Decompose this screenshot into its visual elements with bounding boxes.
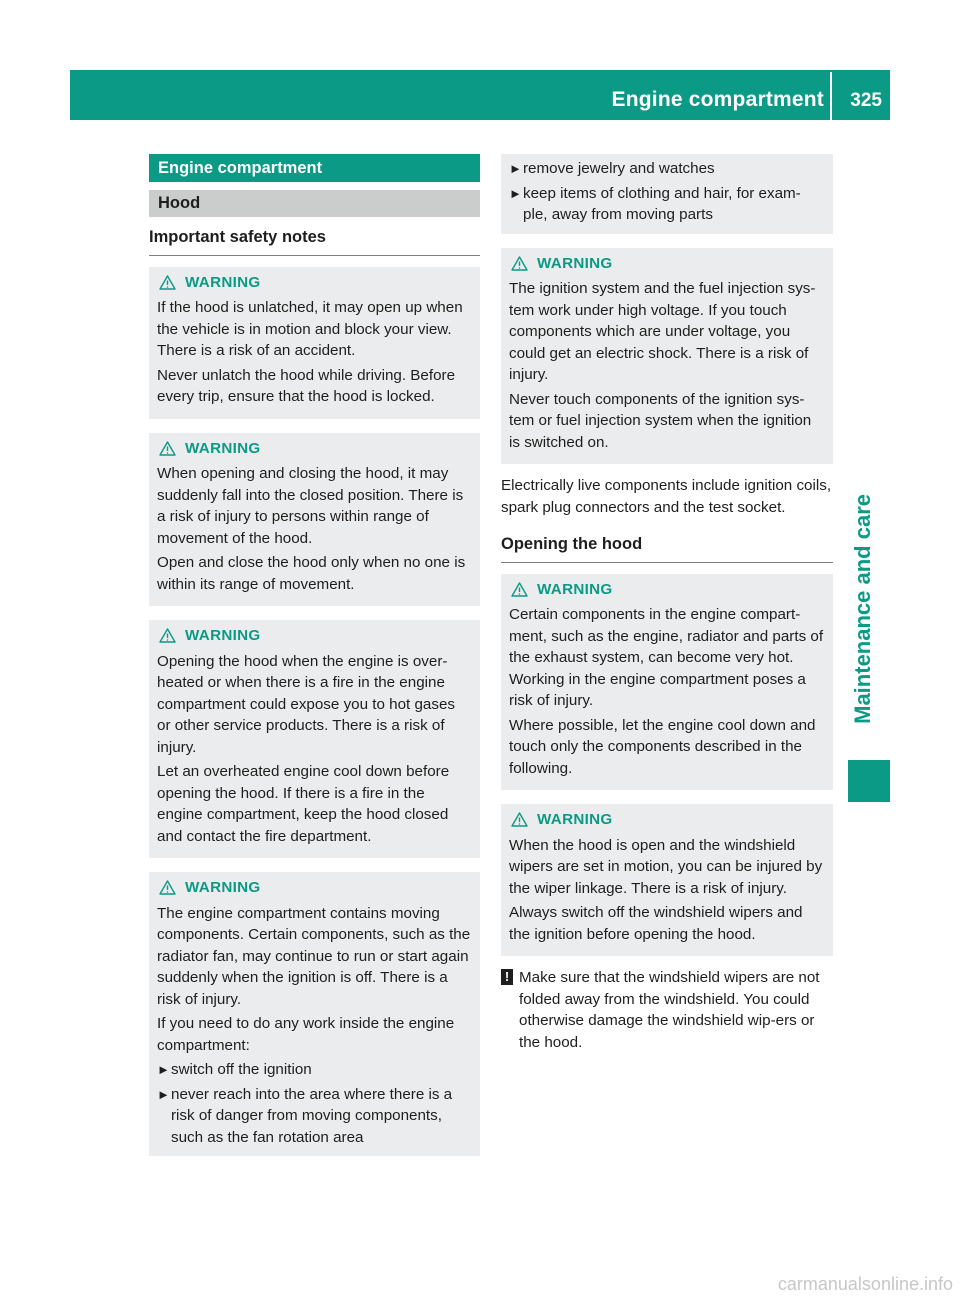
list-item-text: keep items of clothing and hair, for exam-ple, away from moving parts [523,184,801,223]
warning-text: When the hood is open and the windshield wipers are set in motion, you can be injured by the wiper linkage. There is a risk of injury. [509,836,823,897]
chapter-side-tab [836,476,890,742]
section-title: Engine compartment [149,154,480,182]
warning-text: When opening and closing the hood, it may suddenly fall into the closed position. There is a risk of injury to persons within range of movement of the hood. [157,465,464,547]
page-number: 325 [850,90,882,111]
list-item [157,1059,472,1081]
warning-text: Certain components in the engine compart-ment, such as the engine, radiator and parts of the exhaust system, can become very hot. Working in the engine compartment poses a risk of injury. [509,606,824,709]
warning-text: Where possible, let the engine cool down and touch only the components described in the following. [509,716,816,777]
warning-label: WARNING [185,879,261,896]
warning-header [509,579,825,601]
watermark: carmanualsonline.info [777,1274,953,1294]
warning-triangle-icon [159,880,176,895]
warning-text: Never unlatch the hood while driving. Before every trip, ensure that the hood is locked. [157,366,456,405]
list-item-text: switch off the ignition [171,1061,312,1078]
warning-triangle-icon [159,628,176,643]
warning-triangle-icon [159,441,176,456]
header-divider [830,72,832,120]
warning-text: If the hood is unlatched, it may open up when the vehicle is in motion and block your view. There is a risk of an accident. [157,299,463,359]
left-column [149,154,480,1156]
warning-triangle-icon [511,582,528,597]
heading-opening-hood: Opening the hood [501,524,833,563]
warning-box [149,872,480,1156]
caution-note [501,967,833,1053]
list-item [509,183,825,226]
exclamation-icon: ! [501,969,513,985]
warning-text: The engine compartment contains moving components. Certain components, such as the radiator fan, may continue to run or start again suddenly when the ignition is off. There is a risk of injury. [157,904,471,1008]
heading-safety-notes: Important safety notes [149,217,480,256]
warning-header [509,253,825,275]
subsection-title: Hood [149,190,480,217]
warning-label: WARNING [537,811,613,828]
warning-header [157,438,472,460]
caution-text: Make sure that the windshield wipers are not folded away from the windshield. You could otherwise damage the windshield wip-ers or the hood. [519,969,820,1051]
warning-box [501,248,833,465]
warning-header [157,625,472,647]
warning-header [157,877,472,899]
page-header [70,70,890,120]
warning-label: WARNING [185,627,261,644]
body-text: Electrically live components include ignition coils, spark plug connectors and the test socket. [501,477,832,516]
bullet-icon: ► [509,161,522,176]
right-column [501,154,833,1053]
warning-box [149,433,480,607]
bullet-icon: ► [157,1062,170,1077]
warning-triangle-icon [159,275,176,290]
warning-header [157,272,472,294]
warning-text: The ignition system and the fuel injection sys-tem work under high voltage. If you touch components which are under voltage, you could get an electric shock. There is a risk of injury. [509,280,816,383]
list-item-text: never reach into the area where there is a risk of danger from moving components, such as the fan rotation area [171,1085,453,1146]
warning-text: Let an overheated engine cool down before opening the hood. If there is a fire in the engine compartment, keep the hood closed and contact the fire department. [157,763,450,845]
list-item [157,1084,472,1149]
chapter-marker [848,760,890,802]
warning-text: Open and close the hood only when no one is within its range of movement. [157,554,466,593]
warning-triangle-icon [511,812,528,827]
bullet-icon: ► [509,185,522,201]
warning-text: Always switch off the windshield wipers and the ignition before opening the hood. [509,904,803,943]
chapter-label: Maintenance and care [850,494,875,724]
list-item [509,158,825,180]
warning-label: WARNING [185,439,261,457]
warning-box [149,267,480,419]
warning-header [509,809,825,831]
warning-box-continued [501,154,833,234]
warning-box [501,574,833,791]
warning-text: Opening the hood when the engine is over-heated or when there is a fire in the engine compartment could expose you to hot gases or other service products. There is a risk of injury. [157,652,456,756]
bullet-icon: ► [157,1086,170,1102]
list-item-text: remove jewelry and watches [523,160,715,177]
warning-label: WARNING [537,580,613,598]
warning-triangle-icon [511,256,528,271]
warning-label: WARNING [537,254,613,272]
warning-label: WARNING [185,273,261,291]
warning-text: Never touch components of the ignition sys-tem or fuel injection system when the ignition is switched on. [509,390,812,451]
header-title: Engine compartment [611,88,824,111]
warning-box [149,620,480,858]
warning-text: If you need to do any work inside the engine compartment: [157,1015,455,1054]
warning-box [501,804,833,956]
